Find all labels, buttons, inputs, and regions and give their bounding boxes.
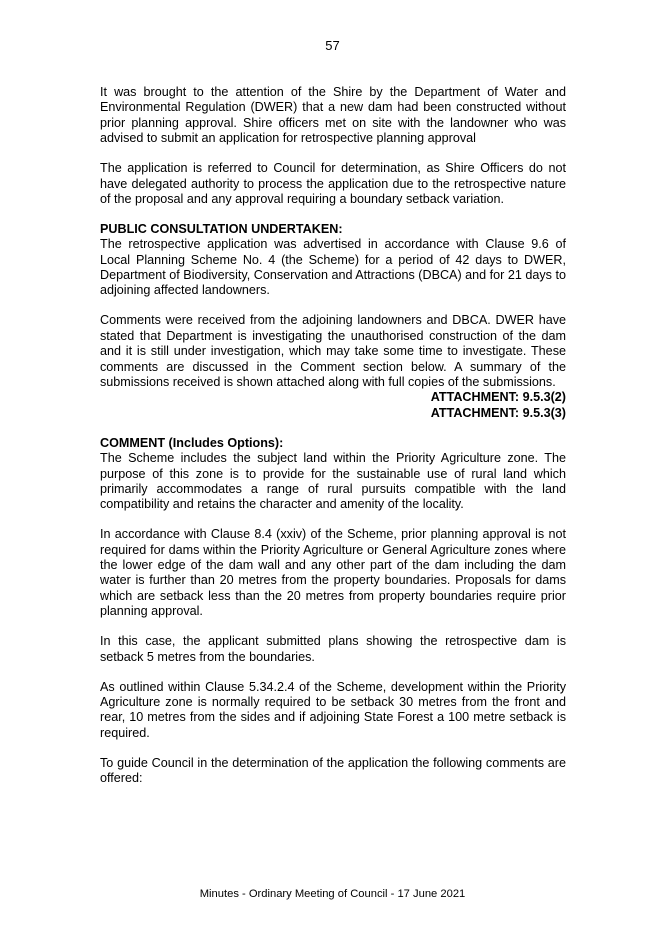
- paragraph-referral: The application is referred to Council for determination, as Shire Officers do not have delegated authority to process the application due to the retrospective nature of the proposal and any approval requiring a boundary setback variation.: [100, 161, 566, 206]
- heading-public-consultation: PUBLIC CONSULTATION UNDERTAKEN:: [100, 221, 343, 236]
- paragraph-guide-council: To guide Council in the determination of the application the following comments are offered:: [100, 755, 566, 786]
- heading-comment: COMMENT (Includes Options):: [100, 435, 284, 450]
- paragraph-intro: It was brought to the attention of the Shire by the Department of Water and Environmental Regulation (DWER) that a new dam had been constructed without prior planning approval. Shire officers met on site with the landowner who was advised to submit an application for retrospective planning approval: [100, 85, 566, 146]
- paragraph-clause-5-34: As outlined within Clause 5.34.2.4 of the Scheme, development within the Priority Agriculture zone is normally required to be setback 30 metres from the front and rear, 10 metres from the sides and if adjoining State Forest a 100 metre setback is required.: [100, 679, 566, 740]
- page-footer: Minutes - Ordinary Meeting of Council - 17 June 2021: [199, 888, 466, 900]
- attachment-references: [100, 390, 566, 421]
- paragraph-applicant-plans: In this case, the applicant submitted plans showing the retrospective dam is setback 5 metres from the boundaries.: [100, 634, 566, 664]
- page-number: 57: [325, 38, 340, 53]
- paragraph-advertised: The retrospective application was advertised in accordance with Clause 9.6 of Local Planning Scheme No. 4 (the Scheme) for a period of 42 days to DWER, Department of Biodiversity, Conservation and Attractions (DBCA) and for 21 days to adjoining affected landowners.: [100, 237, 566, 298]
- paragraph-clause-8-4: In accordance with Clause 8.4 (xxiv) of the Scheme, prior planning approval is not required for dams within the Priority Agriculture or General Agriculture zones where the lower edge of the dam wall and any other part of the dam including the dam water is further than 20 metres from the property boundaries. Proposals for dams which are setback less than the 20 metres from property boundaries require prior planning approval.: [100, 527, 566, 619]
- paragraph-zone: The Scheme includes the subject land within the Priority Agriculture zone. The purpose of this zone is to provide for the sustainable use of rural land which primarily accommodates a range of rural pursuits compatible with the land compatibility and retains the character and amenity of the locality.: [100, 451, 566, 512]
- paragraph-comments-received: Comments were received from the adjoining landowners and DBCA. DWER have stated that Department is investigating the unauthorised construction of the dam and it is still under investigation, which may take some time to investigate. These comments are discussed in the Comment section below. A summary of the submissions received is shown attached along with full copies of the submissions.: [100, 313, 566, 389]
- attachment-reference: ATTACHMENT: 9.5.3(3): [430, 405, 566, 420]
- document-body: [100, 85, 566, 801]
- attachment-reference: ATTACHMENT: 9.5.3(2): [430, 390, 566, 405]
